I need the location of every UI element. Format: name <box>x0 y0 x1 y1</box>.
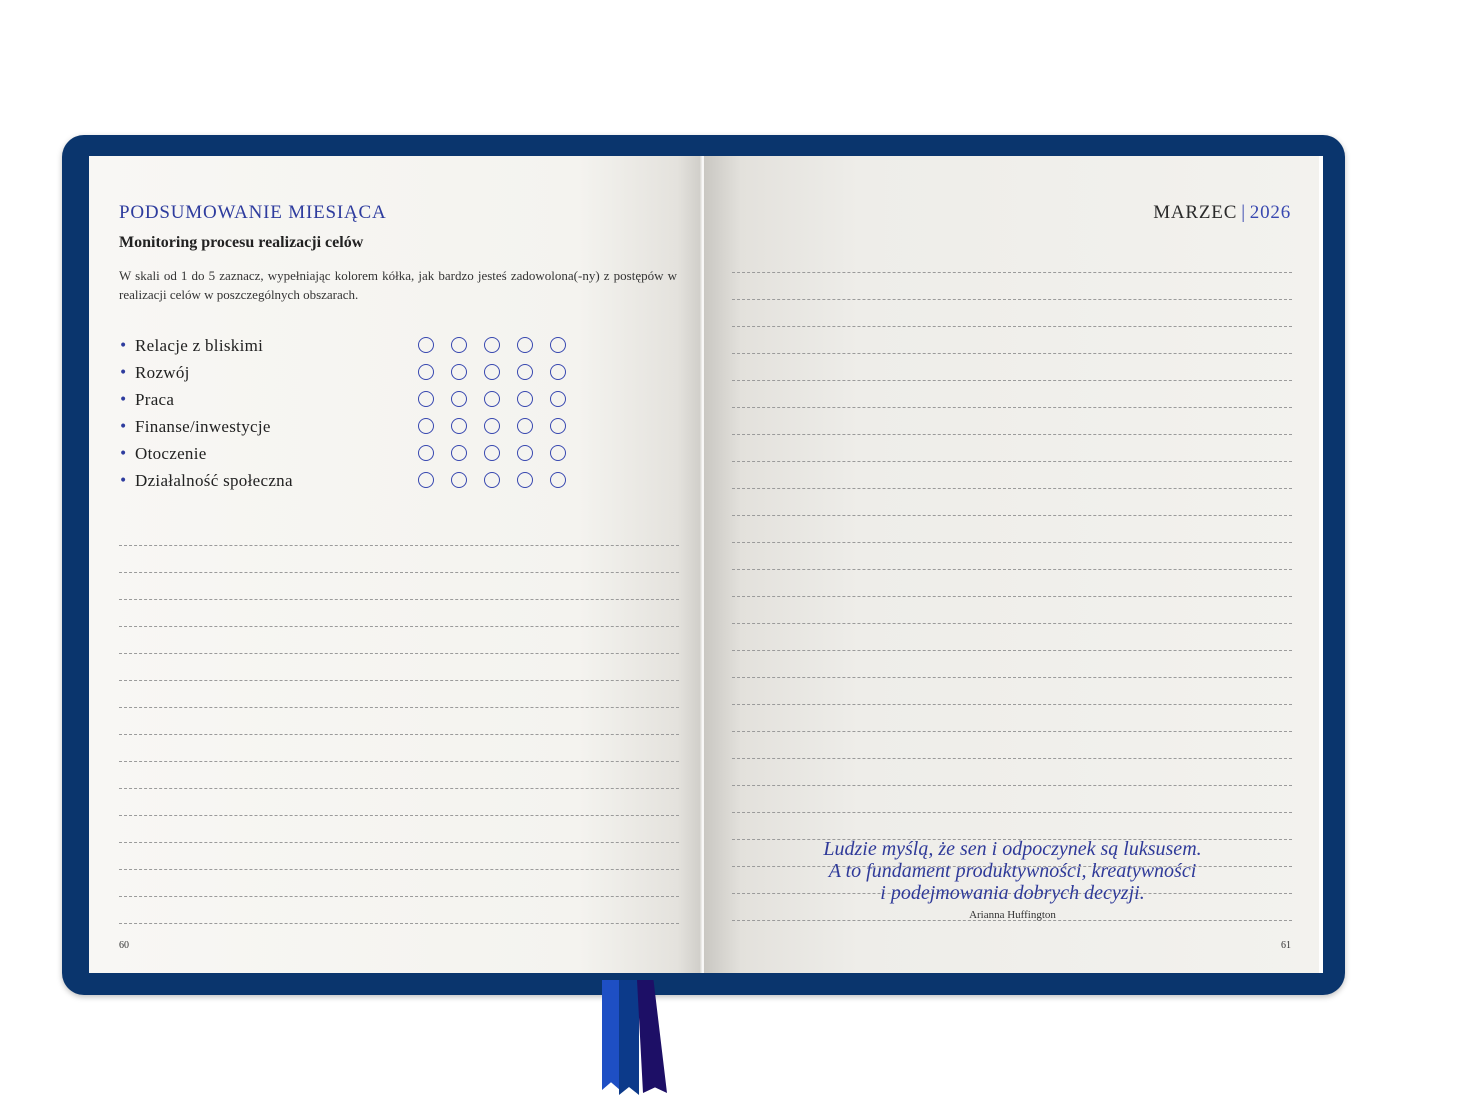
page-edge <box>1319 156 1323 973</box>
rating-circle-5[interactable] <box>550 445 566 461</box>
note-line <box>732 570 1292 597</box>
area-row-praca <box>119 386 599 413</box>
rating-circle-1[interactable] <box>418 445 434 461</box>
rating-circle-5[interactable] <box>550 337 566 353</box>
rating-circle-2[interactable] <box>451 391 467 407</box>
bullet-icon: • <box>119 364 128 381</box>
rating-circle-2[interactable] <box>451 418 467 434</box>
quote-author: Arianna Huffington <box>969 909 1056 921</box>
area-label: Relacje z bliskimi <box>135 335 264 355</box>
instructions-text: W skali od 1 do 5 zaznacz, wypełniając kolorem kółka, jak bardzo jesteś zadowolona(-ny) z postępów w realizacji celów w poszczególnych obszarach. <box>119 268 677 302</box>
page-number-right: 61 <box>1281 940 1291 951</box>
note-line <box>732 651 1292 678</box>
note-line <box>119 816 679 843</box>
note-line <box>732 327 1292 354</box>
area-label: Otoczenie <box>135 443 207 463</box>
bookmark-ribbon-navy[interactable] <box>619 980 639 1095</box>
rating-circle-4[interactable] <box>517 472 533 488</box>
rating-areas <box>119 332 599 494</box>
area-row-otoczenie <box>119 440 599 467</box>
note-line <box>732 300 1292 327</box>
rating-circles <box>418 337 566 353</box>
area-row-relacje <box>119 332 599 359</box>
note-line <box>732 597 1292 624</box>
rating-circle-2[interactable] <box>451 337 467 353</box>
rating-circle-4[interactable] <box>517 445 533 461</box>
note-line <box>119 735 679 762</box>
note-line <box>732 813 1292 840</box>
rating-circle-4[interactable] <box>517 337 533 353</box>
note-line <box>119 546 679 573</box>
rating-circles <box>418 445 566 461</box>
note-line <box>119 870 679 897</box>
quote-text <box>704 838 1321 904</box>
rating-circle-2[interactable] <box>451 364 467 380</box>
section-subtitle: Monitoring procesu realizacji celów <box>119 234 364 251</box>
note-line <box>732 759 1292 786</box>
rating-circle-5[interactable] <box>550 472 566 488</box>
note-line <box>119 897 679 924</box>
note-line <box>732 273 1292 300</box>
note-line <box>119 600 679 627</box>
area-row-dzialalnosc <box>119 467 599 494</box>
note-line <box>732 624 1292 651</box>
bullet-icon: • <box>119 445 128 462</box>
rating-circle-4[interactable] <box>517 364 533 380</box>
rating-circle-3[interactable] <box>484 418 500 434</box>
rating-circle-1[interactable] <box>418 418 434 434</box>
note-line <box>119 681 679 708</box>
quote-line-1: Ludzie myślą, że sen i odpoczynek są luksusem. <box>823 838 1202 860</box>
rating-circle-3[interactable] <box>484 472 500 488</box>
rating-circle-1[interactable] <box>418 364 434 380</box>
bullet-icon: • <box>119 391 128 408</box>
quote-line-3: i podejmowania dobrych decyzji. <box>880 882 1145 904</box>
note-line <box>732 732 1292 759</box>
note-line <box>119 654 679 681</box>
rating-circle-2[interactable] <box>451 445 467 461</box>
area-label: Rozwój <box>135 362 190 382</box>
note-line <box>119 789 679 816</box>
rating-circle-5[interactable] <box>550 418 566 434</box>
rating-circle-3[interactable] <box>484 364 500 380</box>
rating-circle-5[interactable] <box>550 364 566 380</box>
note-line <box>732 381 1292 408</box>
note-line <box>732 489 1292 516</box>
area-row-finanse <box>119 413 599 440</box>
note-line <box>732 354 1292 381</box>
note-line <box>119 627 679 654</box>
rating-circle-2[interactable] <box>451 472 467 488</box>
note-line <box>119 708 679 735</box>
note-line <box>119 843 679 870</box>
note-line <box>732 408 1292 435</box>
area-label: Działalność społeczna <box>135 470 293 490</box>
bullet-icon: • <box>119 337 128 354</box>
note-line <box>732 435 1292 462</box>
notes-lines-right <box>732 246 1292 921</box>
rating-circle-3[interactable] <box>484 391 500 407</box>
rating-circle-5[interactable] <box>550 391 566 407</box>
note-line <box>732 462 1292 489</box>
note-line <box>732 543 1292 570</box>
header-separator: | <box>1241 202 1246 223</box>
rating-circles <box>418 364 566 380</box>
bookmark-ribbon-purple[interactable] <box>637 980 667 1093</box>
quote-line-2: A to fundament produktywności, kreatywności <box>828 860 1197 882</box>
note-line <box>732 678 1292 705</box>
right-page <box>704 156 1321 973</box>
note-line <box>119 519 679 546</box>
note-line <box>119 573 679 600</box>
rating-circle-4[interactable] <box>517 391 533 407</box>
bullet-icon: • <box>119 472 128 489</box>
page-title: PODSUMOWANIE MIESIĄCA <box>119 202 387 223</box>
bullet-icon: • <box>119 418 128 435</box>
month-label: MARZEC <box>1153 202 1238 223</box>
area-label: Praca <box>135 389 175 409</box>
rating-circle-1[interactable] <box>418 337 434 353</box>
note-line <box>732 246 1292 273</box>
note-line <box>732 705 1292 732</box>
page-number-left: 60 <box>119 940 129 951</box>
note-line <box>732 516 1292 543</box>
rating-circle-1[interactable] <box>418 391 434 407</box>
notes-lines-left <box>119 519 679 924</box>
rating-circles <box>418 418 566 434</box>
bookmark-ribbon-blue[interactable] <box>602 980 620 1090</box>
rating-circles <box>418 391 566 407</box>
rating-circles <box>418 472 566 488</box>
area-row-rozwoj <box>119 359 599 386</box>
rating-circle-3[interactable] <box>484 337 500 353</box>
rating-circle-4[interactable] <box>517 418 533 434</box>
area-label: Finanse/inwestycje <box>135 416 271 436</box>
left-page <box>89 156 702 973</box>
month-header <box>1153 202 1291 224</box>
note-line <box>119 762 679 789</box>
rating-circle-3[interactable] <box>484 445 500 461</box>
year-label: 2026 <box>1249 202 1291 223</box>
rating-circle-1[interactable] <box>418 472 434 488</box>
note-line <box>732 786 1292 813</box>
